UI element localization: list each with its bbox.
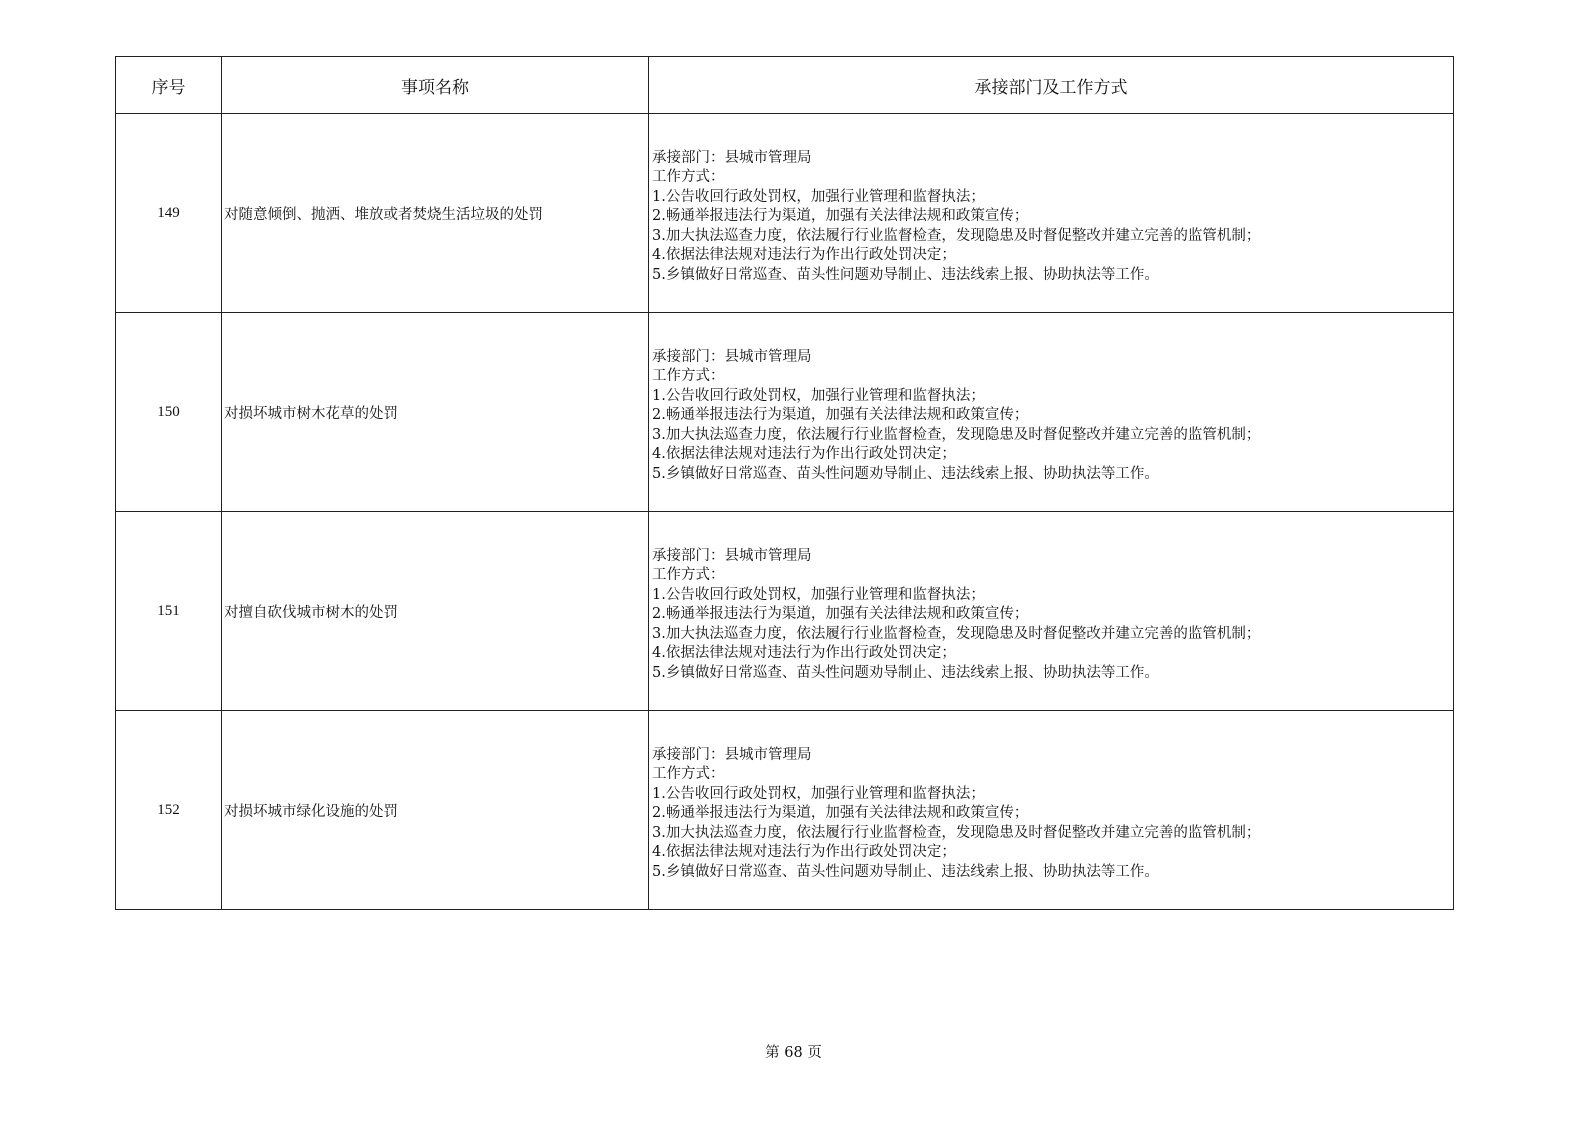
method-item-line: 1.公告收回行政处罚权，加强行业管理和监督执法； xyxy=(652,387,985,404)
method-item-line: 3.加大执法巡查力度，依法履行行业监督检查，发现隐患及时督促整改并建立完善的监管机制； xyxy=(652,625,1261,642)
header-matter-name: 事项名称 xyxy=(222,57,649,114)
department-method-cell xyxy=(649,512,1454,711)
matter-name-cell: 对损坏城市绿化设施的处罚 xyxy=(222,711,649,910)
table-body xyxy=(116,114,1454,910)
method-item-line: 1.公告收回行政处罚权，加强行业管理和监督执法； xyxy=(652,188,985,205)
header-department-method: 承接部门及工作方式 xyxy=(649,57,1454,114)
method-item-line: 3.加大执法巡查力度，依法履行行业监督检查，发现隐患及时督促整改并建立完善的监管机制； xyxy=(652,426,1261,443)
department-line: 承接部门：县城市管理局 xyxy=(652,349,812,366)
department-method-cell xyxy=(649,114,1454,313)
method-heading-line: 工作方式： xyxy=(652,567,725,584)
serial-number-cell: 151 xyxy=(116,512,222,711)
page-number: 第 68 页 xyxy=(765,1045,822,1061)
department-line: 承接部门：县城市管理局 xyxy=(652,747,812,764)
method-item-line: 5.乡镇做好日常巡查、苗头性问题劝导制止、违法线索上报、协助执法等工作。 xyxy=(652,465,1159,482)
matter-name-cell: 对随意倾倒、抛洒、堆放或者焚烧生活垃圾的处罚 xyxy=(222,114,649,313)
header-row xyxy=(116,57,1454,114)
method-item-line: 4.依据法律法规对违法行为作出行政处罚决定； xyxy=(652,446,956,463)
method-item-line: 5.乡镇做好日常巡查、苗头性问题劝导制止、违法线索上报、协助执法等工作。 xyxy=(652,863,1159,880)
method-item-line: 3.加大执法巡查力度，依法履行行业监督检查，发现隐患及时督促整改并建立完善的监管机制； xyxy=(652,227,1261,244)
method-item-line: 2.畅通举报违法行为渠道，加强有关法律法规和政策宣传； xyxy=(652,407,1029,424)
table-row xyxy=(116,313,1454,512)
matter-name-cell: 对损坏城市树木花草的处罚 xyxy=(222,313,649,512)
table-row xyxy=(116,512,1454,711)
method-item-line: 4.依据法律法规对违法行为作出行政处罚决定； xyxy=(652,247,956,264)
method-item-line: 5.乡镇做好日常巡查、苗头性问题劝导制止、违法线索上报、协助执法等工作。 xyxy=(652,664,1159,681)
serial-number-cell: 149 xyxy=(116,114,222,313)
department-method-cell xyxy=(649,313,1454,512)
method-heading-line: 工作方式： xyxy=(652,169,725,186)
method-item-line: 2.畅通举报违法行为渠道，加强有关法律法规和政策宣传； xyxy=(652,606,1029,623)
method-item-line: 1.公告收回行政处罚权，加强行业管理和监督执法； xyxy=(652,586,985,603)
method-item-line: 2.畅通举报违法行为渠道，加强有关法律法规和政策宣传； xyxy=(652,208,1029,225)
table-row xyxy=(116,114,1454,313)
matters-table xyxy=(115,56,1454,910)
method-item-line: 1.公告收回行政处罚权，加强行业管理和监督执法； xyxy=(652,785,985,802)
serial-number-cell: 150 xyxy=(116,313,222,512)
serial-number-cell: 152 xyxy=(116,711,222,910)
method-heading-line: 工作方式： xyxy=(652,368,725,385)
matter-name-cell: 对擅自砍伐城市树木的处罚 xyxy=(222,512,649,711)
department-line: 承接部门：县城市管理局 xyxy=(652,548,812,565)
header-serial-number: 序号 xyxy=(116,57,222,114)
method-item-line: 5.乡镇做好日常巡查、苗头性问题劝导制止、违法线索上报、协助执法等工作。 xyxy=(652,266,1159,283)
method-item-line: 4.依据法律法规对违法行为作出行政处罚决定； xyxy=(652,844,956,861)
table-header xyxy=(116,57,1454,114)
department-method-cell xyxy=(649,711,1454,910)
table-row xyxy=(116,711,1454,910)
method-item-line: 4.依据法律法规对违法行为作出行政处罚决定； xyxy=(652,645,956,662)
method-heading-line: 工作方式： xyxy=(652,766,725,783)
department-line: 承接部门：县城市管理局 xyxy=(652,150,812,167)
method-item-line: 2.畅通举报违法行为渠道，加强有关法律法规和政策宣传； xyxy=(652,805,1029,822)
method-item-line: 3.加大执法巡查力度，依法履行行业监督检查，发现隐患及时督促整改并建立完善的监管机制； xyxy=(652,824,1261,841)
